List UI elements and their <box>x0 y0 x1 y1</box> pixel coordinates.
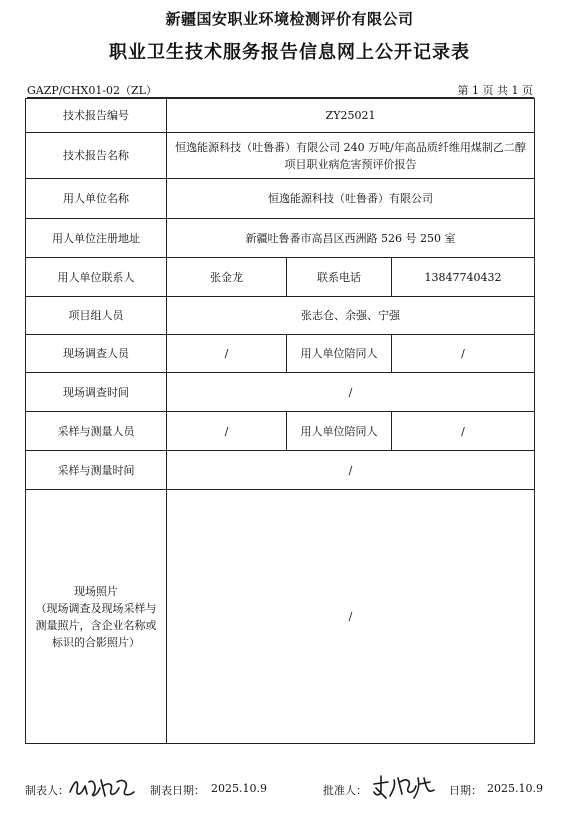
row-report-name <box>26 133 535 179</box>
prepared-by-label: 制表人： <box>25 784 69 797</box>
row-report-no <box>26 99 535 133</box>
sampling-companion-value: / <box>392 412 535 451</box>
report-name-value: 恒逸能源科技（吐鲁番）有限公司 240 万吨/年高品质纤维用煤制乙二醇项目职业病危害预评价报告 <box>167 133 535 179</box>
phone-label: 联系电话 <box>287 258 392 297</box>
employer-value: 恒逸能源科技（吐鲁番）有限公司 <box>167 179 535 219</box>
row-photos <box>26 490 535 744</box>
row-survey-time <box>26 373 535 412</box>
address-value: 新疆吐鲁番市高昌区西洲路 526 号 250 室 <box>167 219 535 258</box>
record-table <box>25 98 535 744</box>
report-no-value: ZY25021 <box>167 99 535 133</box>
survey-companion-value: / <box>392 335 535 373</box>
prepared-date: 2025.10.9 <box>211 782 267 795</box>
photos-label-note: （现场调查及现场采样与测量照片，含企业名称或标识的合影照片） <box>35 601 157 649</box>
organization-name: 新疆国安职业环境检测评价有限公司 <box>165 10 414 28</box>
approved-by-signature <box>370 772 438 802</box>
row-sampling-staff <box>26 412 535 451</box>
approved-date: 2025.10.9 <box>487 782 543 795</box>
photos-value: / <box>167 490 535 744</box>
survey-staff-label: 现场调查人员 <box>26 335 167 373</box>
team-value: 张志仓、余强、宁强 <box>167 297 535 335</box>
sampling-staff-value: / <box>167 412 287 451</box>
survey-staff-value: / <box>167 335 287 373</box>
survey-companion-label: 用人单位陪同人 <box>287 335 392 373</box>
survey-time-value: / <box>167 373 535 412</box>
sampling-companion-label: 用人单位陪同人 <box>287 412 392 451</box>
contact-value: 张金龙 <box>167 258 287 297</box>
row-employer <box>26 179 535 219</box>
prepared-by-signature <box>67 772 137 802</box>
row-team <box>26 297 535 335</box>
approved-by-label: 批准人： <box>323 784 367 797</box>
signature-footer <box>0 772 579 802</box>
team-label: 项目组人员 <box>26 297 167 335</box>
phone-value: 13847740432 <box>392 258 535 297</box>
survey-time-label: 现场调查时间 <box>26 373 167 412</box>
sampling-time-value: / <box>167 451 535 490</box>
photos-label-title: 现场照片 <box>74 584 118 598</box>
sampling-staff-label: 采样与测量人员 <box>26 412 167 451</box>
sampling-time-label: 采样与测量时间 <box>26 451 167 490</box>
report-name-label: 技术报告名称 <box>26 133 167 179</box>
page-indicator: 第 1 页 共 1 页 <box>457 84 533 97</box>
photos-label <box>26 490 167 744</box>
approved-date-label: 日期： <box>449 784 482 797</box>
row-sampling-time <box>26 451 535 490</box>
form-title: 职业卫生技术服务报告信息网上公开记录表 <box>109 42 470 63</box>
employer-label: 用人单位名称 <box>26 179 167 219</box>
report-no-label: 技术报告编号 <box>26 99 167 133</box>
prepared-date-label: 制表日期： <box>150 784 205 797</box>
row-survey-staff <box>26 335 535 373</box>
row-contact <box>26 258 535 297</box>
address-label: 用人单位注册地址 <box>26 219 167 258</box>
contact-label: 用人单位联系人 <box>26 258 167 297</box>
row-address <box>26 219 535 258</box>
form-code: GAZP/CHX01-02（ZL） <box>27 84 157 97</box>
